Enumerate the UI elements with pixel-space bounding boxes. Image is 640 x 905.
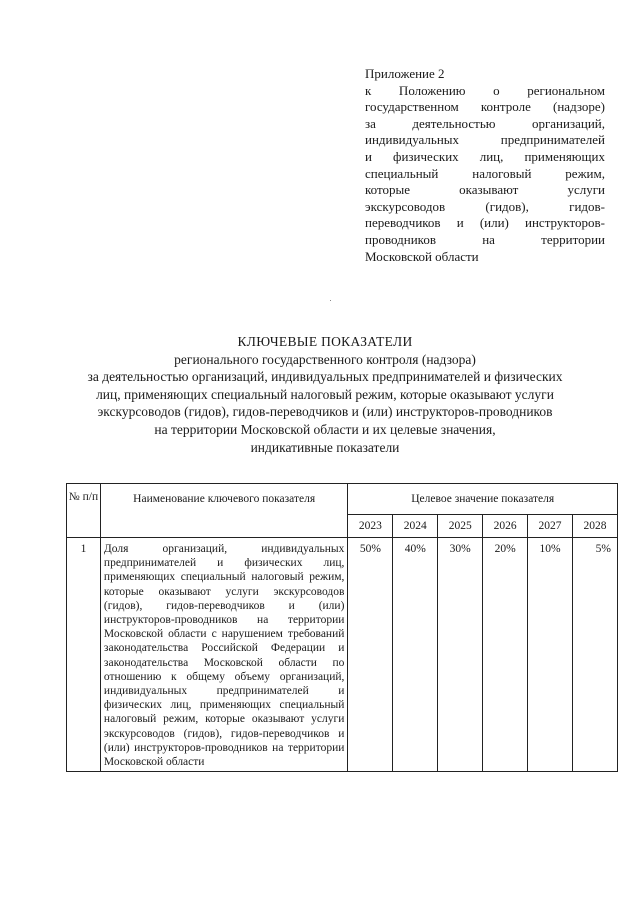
appendix-line: и физических лиц, применяющих xyxy=(365,148,605,164)
appendix-line: проводников на территории xyxy=(365,231,605,247)
title-line: за деятельностью организаций, индивидуальных предпринимателей и физических xyxy=(87,369,563,385)
title-line: экскурсоводов (гидов), гидов-переводчиков и (или) инструкторов-проводников xyxy=(97,404,553,420)
table-row xyxy=(67,538,618,772)
appendix-line: государственном контроле (надзоре) xyxy=(365,99,605,115)
appendix-line: переводчиков и (или) инструкторов- xyxy=(365,215,605,231)
appendix-line: Приложение 2 xyxy=(365,66,445,81)
appendix-line: экскурсоводов (гидов), гидов- xyxy=(365,198,605,214)
appendix-line: специальный налоговый режим, xyxy=(365,165,605,181)
row-value: 10% xyxy=(528,538,573,772)
appendix-line: которые оказывают услуги xyxy=(365,182,605,198)
row-value: 20% xyxy=(483,538,528,772)
appendix-line: за деятельностью организаций, xyxy=(365,115,605,131)
header-name: Наименование ключевого показателя xyxy=(100,484,347,538)
title-main: КЛЮЧЕВЫЕ ПОКАЗАТЕЛИ xyxy=(237,334,413,349)
indicators-table xyxy=(66,483,618,772)
row-value: 30% xyxy=(438,538,483,772)
appendix-line: индивидуальных предпринимателей xyxy=(365,132,605,148)
row-value: 50% xyxy=(348,538,393,772)
appendix-line: Московской области xyxy=(365,248,479,264)
title-line: регионального государственного контроля (надзора) xyxy=(174,351,476,367)
row-name: Доля организаций, индивидуальных предпринимателей и физических лиц, применяющих специальный налоговый режим, которые оказывают услуги экскурсоводов (гидов), гидов-переводчиков и (или) инструкторов-проводников на территории Московской области с нарушением требований законодательства Российской Федерации и законодательства Московской области по отношению к общему объему организаций, индивидуальных предпринимателей и физических лиц, применяющих специальный налоговый режим, которые оказывают услуги экскурсоводов (гидов), гидов-переводчиков и (или) инструкторов-проводников на территории Московской области xyxy=(100,538,347,772)
appendix-line: к Положению о региональном xyxy=(365,82,605,98)
header-target: Целевое значение показателя xyxy=(348,484,618,515)
header-num: № п/п xyxy=(67,484,101,538)
header-year: 2027 xyxy=(528,515,573,538)
scan-artifact xyxy=(330,300,331,301)
header-year: 2024 xyxy=(393,515,438,538)
header-year: 2026 xyxy=(483,515,528,538)
row-num: 1 xyxy=(67,538,101,772)
document-title xyxy=(40,333,610,456)
row-value: 5% xyxy=(573,538,618,772)
header-year: 2023 xyxy=(348,515,393,538)
title-line: лиц, применяющих специальный налоговый режим, которые оказывают услуги xyxy=(96,386,554,402)
row-value: 40% xyxy=(393,538,438,772)
title-line: индикативные показатели xyxy=(250,439,400,455)
header-year: 2025 xyxy=(438,515,483,538)
appendix-header xyxy=(365,66,605,265)
table-header-row xyxy=(67,484,618,515)
header-year: 2028 xyxy=(573,515,618,538)
title-line: на территории Московской области и их целевые значения, xyxy=(154,421,496,437)
